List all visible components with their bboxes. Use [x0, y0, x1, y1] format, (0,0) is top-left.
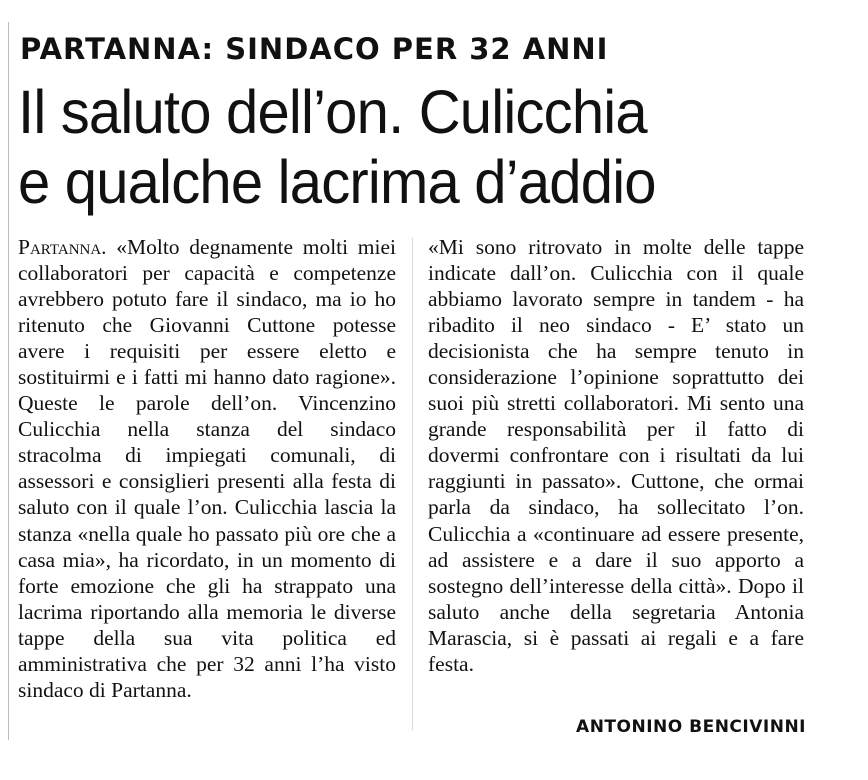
- article-column-left: [18, 234, 396, 703]
- paragraph-left: [18, 234, 396, 703]
- article-byline: ANTONINO BENCIVINNI: [576, 717, 806, 737]
- article-column-right: [428, 234, 804, 677]
- column-left-text: «Molto degnamente molti miei collaboratori per capacità e competenze avrebbero potuto fare il sindaco, ma io ho ritenuto che Giovanni Cuttone potesse avere i requisiti per essere eletto e sostituirmi e i fatti mi hanno dato ragione». Queste le parole dell’on. Vincenzino Culicchia nella stanza del sindaco stracolma di impiegati comunali, di assessori e consiglieri presenti alla festa di saluto con il quale l’on. Culicchia lascia la stanza «nella quale ho passato più ore che a casa mia», ha ricordato, in un momento di forte emozione che gli ha strappato una lacrima riportando alla memoria le diverse tappe della sua vita politica ed amministrativa che per 32 anni l’ha visto sindaco di Partanna.: [18, 235, 397, 702]
- column-right-text: «Mi sono ritrovato in molte delle tappe indicate dall’on. Culicchia con il quale abbiamo lavorato sempre in tandem - ha ribadito il neo sindaco - E’ stato un decisionista che ha sempre tenuto in considerazione l’opinione soprattutto dei suoi più stretti collaboratori. Mi sento una grande responsabilità per il fatto di dovermi confrontare con i risultati da lui raggiunti in passato». Cuttone, che ormai parla da sindaco, ha sollecitato l’on. Culicchia a «continuare ad essere presente, ad assistere e a dare il suo apporto a sostegno dell’interesse della città». Dopo il saluto anche della segretaria Antonia Marascia, si è passati ai regali e a fare festa.: [428, 235, 804, 676]
- headline-line-1: Il saluto dell’on. Culicchia: [18, 78, 647, 147]
- article-headline: [18, 78, 858, 218]
- headline-line-2: e qualche lacrima d’addio: [18, 147, 656, 217]
- article-kicker: PARTANNA: SINDACO PER 32 ANNI: [20, 32, 609, 66]
- dateline: Partanna.: [18, 235, 107, 259]
- clipping-left-edge: [8, 22, 9, 740]
- column-divider: [412, 238, 413, 730]
